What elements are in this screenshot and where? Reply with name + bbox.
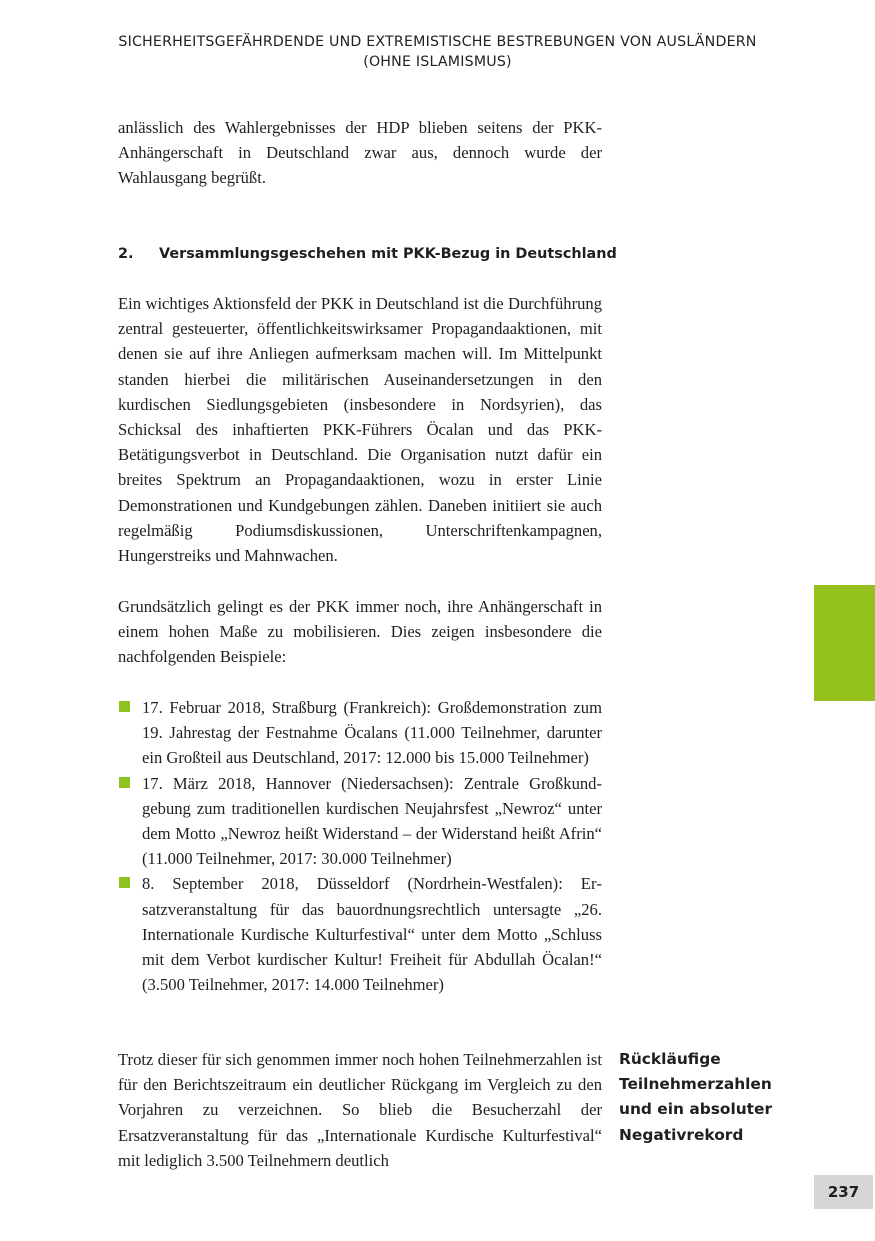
list-item [118, 871, 602, 997]
margin-note-line: Teilnehmerzahlen [619, 1075, 772, 1094]
list-item [118, 771, 602, 872]
running-header [0, 32, 875, 72]
paragraph-action-field: Ein wichtiges Aktionsfeld der PKK in Deutschland ist die Durchführung zentral gesteuerter, öffentlichkeitswirksamer Propagandaaktionen, mit denen sie auf ihre Anliegen aufmerksam machen will. Im Mittelpunkt standen hierbei die militärischen Auseinandersetzungen in den kurdischen Siedlungsgebieten (insbesondere in Nordsyrien), das Schicksal des inhaftierten PKK-Führers Öcalan und das PKK-Betätigungsverbot in Deutschland. Die Organisation nutzt dafür ein breites Spektrum an Propagandaaktionen, wozu in erster Linie Demonstrationen und Kundgebungen zählen. Daneben initiiert sie auch regelmäßig Podiumsdiskussionen, Unterschriftenkampagnen, Hungerstreiks und Mahnwachen. [118, 294, 602, 566]
list-item-text: 8. September 2018, Düsseldorf (Nordrhein-Westfalen): Ersatzveranstaltung für das bauordnungsrechtlich untersagte „26. Internationale Kurdische Kulturfestival“ unter dem Motto „Schluss mit dem Verbot kurdischer Kultur! Freiheit für Abdullah Öcalan!“ (3.500 Teilnehmer, 2017: 14.000 Teilnehmer) [142, 874, 602, 995]
running-header-line-2: (OHNE ISLAMISMUS) [363, 54, 512, 70]
list-item [118, 695, 602, 771]
section-number: 2. [118, 246, 134, 262]
list-item-text: 17. März 2018, Hannover (Niedersachsen): Zentrale Großkundgebung zum traditionellen kurdischen Neujahrsfest „Newroz“ unter dem Motto „Newroz heißt Widerstand – der Widerstand heißt Afrin“ (11.000 Teilnehmer, 2017: 30.000 Teilnehmer) [142, 773, 602, 869]
margin-note-line: Negativrekord [619, 1125, 744, 1144]
paragraph-mobilization: Grundsätzlich gelingt es der PKK immer noch, ihre Anhängerschaft in einem hohen Maße zu mobilisieren. Dies zeigen insbesondere die nachfolgenden Beispiele: [118, 597, 602, 667]
paragraph-intro-continuation: anlässlich des Wahlergebnisses der HDP blieben seitens der PKK-Anhängerschaft in Deutschland zwar aus, dennoch wurde der Wahlausgang begrüßt. [118, 118, 602, 188]
page-number: 237 [814, 1175, 873, 1209]
square-bullet-icon [119, 777, 130, 788]
section-title: Versammlungsgeschehen mit PKK-Bezug in Deutschland [159, 246, 617, 262]
margin-note [619, 1047, 789, 1148]
list-item-text: 17. Februar 2018, Straßburg (Frankreich): Großdemonstration zum 19. Jahrestag der Festnahme Öcalans (11.000 Teilnehmer, darunter ein Großteil aus Deutschland, 2017: 12.000 bis 15.000 Teilnehmer) [142, 698, 602, 768]
paragraph-decline: Trotz dieser für sich genommen immer noch hohen Teilnehmerzahlen ist für den Berichtszeitraum ein deutlicher Rückgang im Vergleich zu den Vorjahren zu verzeichnen. So blieb die Besucherzahl der Ersatzveranstaltung für das „Internationale Kurdische Kulturfestival“ mit lediglich 3.500 Teilnehmern deutlich [118, 1050, 602, 1170]
running-header-line-1: SICHERHEITSGEFÄHRDENDE UND EXTREMISTISCHE BESTREBUNGEN VON AUSLÄNDERN [118, 34, 757, 50]
section-heading [118, 244, 617, 264]
square-bullet-icon [119, 701, 130, 712]
square-bullet-icon [119, 877, 130, 888]
margin-note-line: Rückläufige [619, 1050, 721, 1068]
chapter-tab [814, 585, 875, 701]
margin-note-line: und ein absoluter [619, 1100, 773, 1119]
event-list [118, 695, 602, 997]
